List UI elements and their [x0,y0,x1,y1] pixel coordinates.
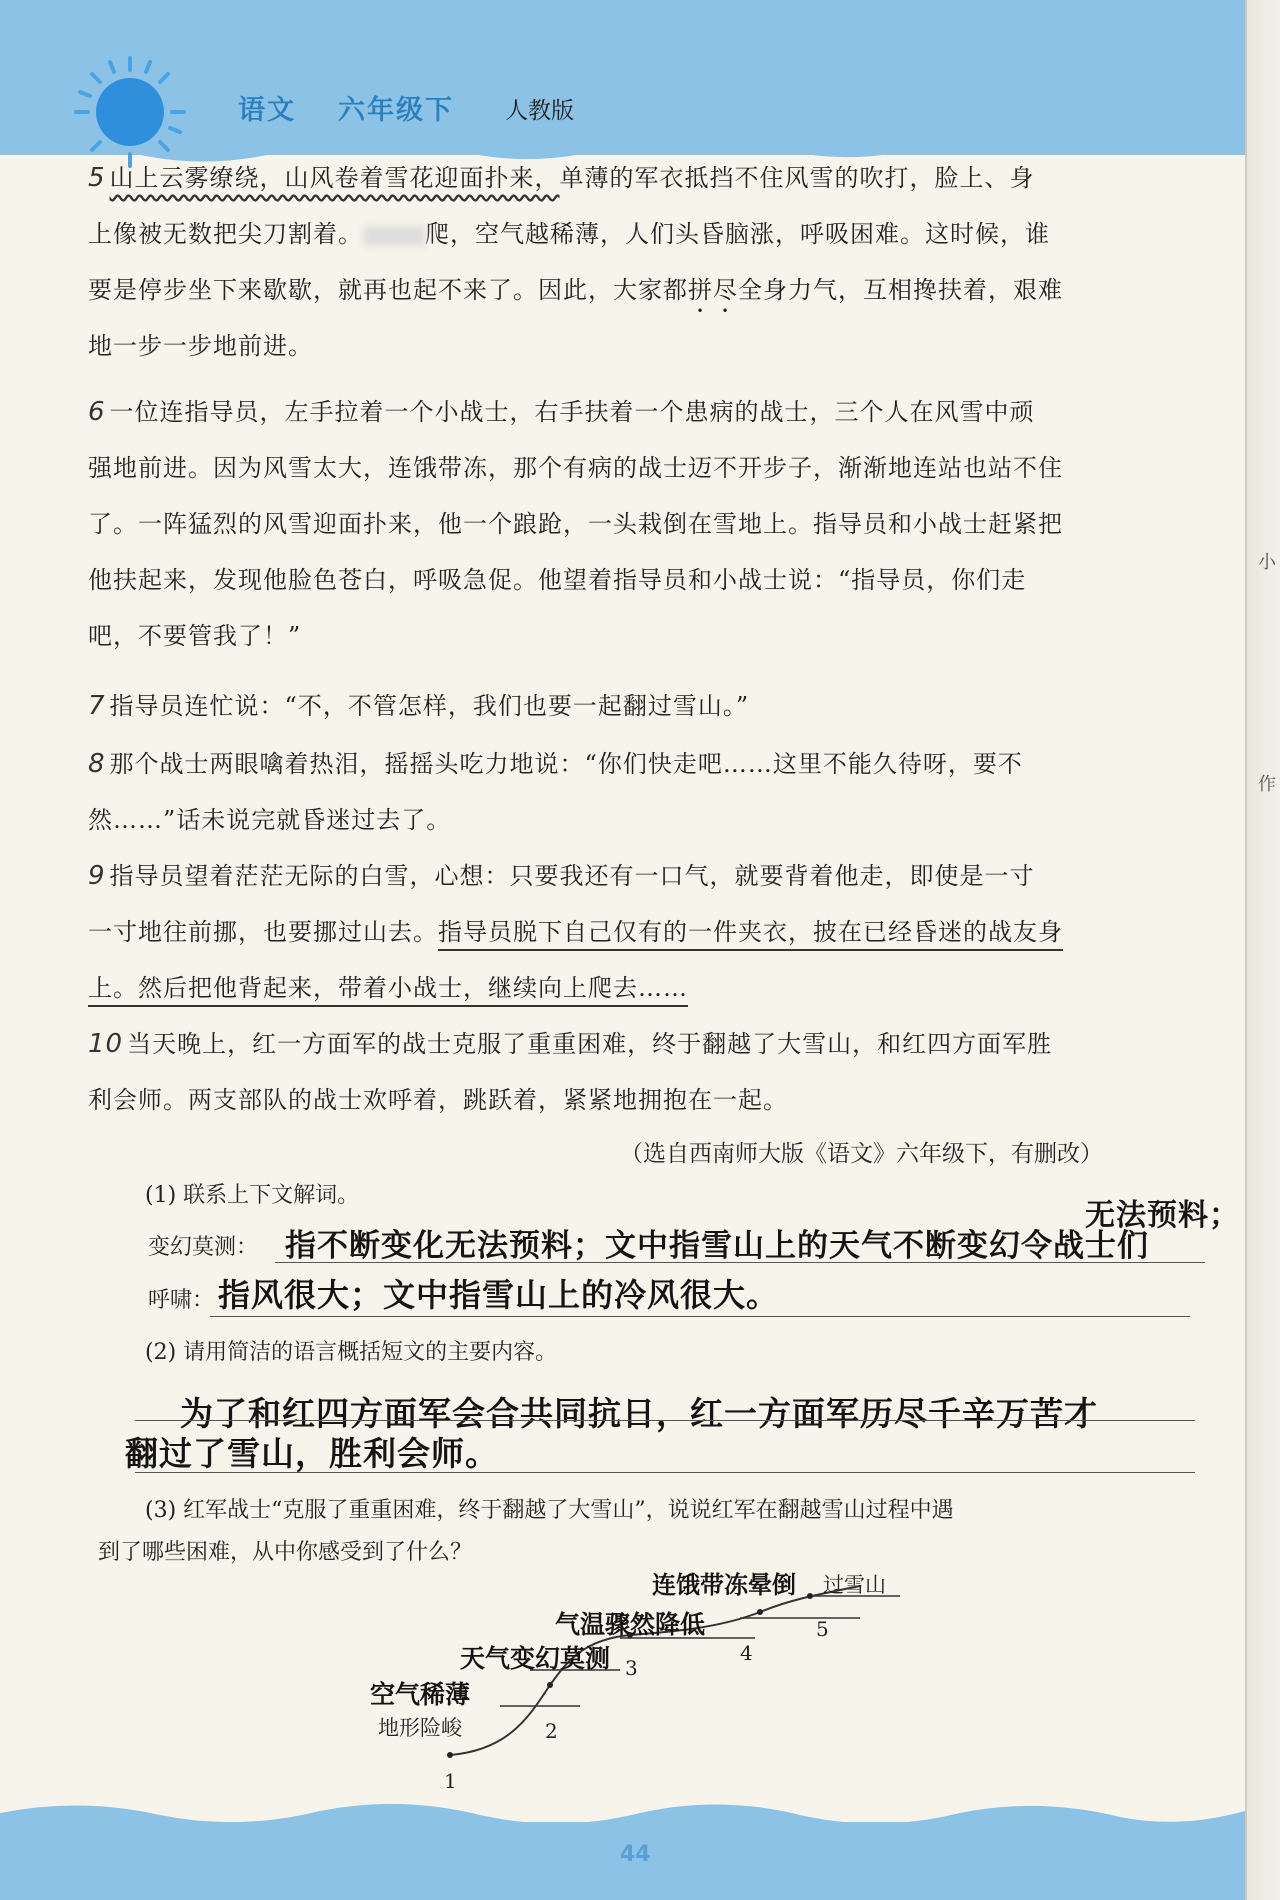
header-subject: 语文 [238,95,296,126]
handwritten-answer: 为了和红四方面军会合共同抗日，红一方面军历尽千辛万苦才 [180,1394,1098,1433]
handwritten-answer: 翻过了雪山，胜利会师。 [125,1434,499,1473]
difficulty-path-diagram [340,1500,960,1800]
step-label-handwritten: 气温骤然降低 [555,1610,706,1639]
answer-line [210,1316,1190,1317]
step-number: 5 [816,1617,829,1641]
underlined-sentence: 上。然后把他背起来，带着小战士，继续向上爬去…… [88,974,688,1002]
adjacent-page-fragment: 作 [1258,774,1276,795]
step-label-printed: 过雪山 [823,1573,886,1597]
handwritten-answer: 指风很大；文中指雪山上的冷风很大。 [218,1276,780,1314]
paragraph-number: 6 [88,397,106,427]
answer-line [275,1262,1205,1263]
term-label: 呼啸： [148,1288,215,1313]
blurred-text [363,226,425,246]
header-grade: 六年级下 [338,95,454,126]
paragraph-number: 5 [88,163,106,193]
wavy-underlined-sentence: 山上云雾缭绕，山风卷着雪花迎面扑来， [109,164,560,192]
adjacent-page-fragment: 小 [1258,552,1276,573]
step-marker [447,1752,453,1758]
step-label-printed: 地形险峻 [378,1716,462,1740]
answer-line [135,1420,1195,1421]
step-number: 3 [625,1656,638,1680]
term-label: 变幻莫测： [148,1235,259,1260]
step-number: 4 [740,1641,753,1665]
step-label-handwritten: 空气稀薄 [370,1680,471,1709]
underlined-sentence: 指导员脱下自己仅有的一件夹衣，披在已经昏迷的战友身 [438,918,1063,946]
question-3-prompt: (3) 红军战士“克服了重重困难，终于翻越了大雪山”，说说红军在翻越雪山过程中遇 [145,1498,954,1523]
question-1-prompt: (1) 联系上下文解词。 [145,1183,360,1208]
step-marker [807,1593,813,1599]
paragraph-number: 8 [88,749,106,779]
question-2-prompt: (2) 请用简洁的语言概括短文的主要内容。 [145,1340,558,1365]
adjacent-page-edge [1245,0,1280,1900]
paragraph-6: 6 一位连指导员，左手拉着一个小战士，右手扶着一个患病的战士，三个人在风雪中顽 强地前进。因为风雪太大，连饿带冻，那个有病的战士迈不开步子，渐渐地连站也站不住 了。一阵猛烈的风雪迎面扑来，他一个踉跄，一头栽倒在雪地上。指导员和小战士赶紧把 他扶起来，发现他脸色苍白，呼吸急促。他望着指导员和小战士说：“指导员，你们走 吧，不要管我了！” [88,397,1063,650]
paragraph-10: 10 当天晚上，红一方面军的战士克服了重重困难，终于翻越了大雪山，和红四方面军胜 利会师。两支部队的战士欢呼着，跳跃着，紧紧地拥抱在一起。 [88,1029,1053,1114]
handwritten-answer-continuation: 无法预料； [1085,1198,1240,1233]
paragraph-number: 9 [88,861,106,891]
answer-line [135,1472,1195,1473]
question-3-prompt-continued: 到了哪些困难，从中你感受到了什么？ [98,1540,473,1565]
paragraph-5: 5 山上云雾缭绕，山风卷着雪花迎面扑来，单薄的军衣抵挡不住风雪的吹打，脸上、身 上像被无数把尖刀割着。 爬，空气越稀薄，人们头昏脑涨，呼吸困难。这时候，谁 要是停步坐下来歇歇，就再也起不来了。因此，大家都拼尽全身力气，互相搀扶着，艰难 地一步一步地前进。 [88,163,1063,360]
paragraph-7: 7 指导员连忙说：“不，不管怎样，我们也要一起翻过雪山。” [88,691,750,721]
dotted-emphasis-words: 拼尽 [688,276,738,304]
step-number: 2 [545,1719,558,1743]
handwritten-answer: 指不断变化无法预料；文中指雪山上的天气不断变幻令战士们 [285,1228,1149,1264]
paragraph-number: 10 [88,1029,124,1059]
step-marker [547,1682,553,1688]
footer-wave-edge [0,1795,1245,1835]
step-marker [757,1609,763,1615]
source-citation: （选自西南师大版《语文》六年级下，有删改） [620,1141,1103,1167]
step-label-handwritten: 连饿带冻晕倒 [652,1571,796,1599]
header-edition: 人教版 [505,98,574,124]
step-number: 1 [444,1769,457,1793]
paragraph-number: 7 [88,691,106,721]
page-number: 44 [620,1842,651,1867]
paragraph-8: 8 那个战士两眼噙着热泪，摇摇头吃力地说：“你们快走吧……这里不能久待呀，要不 然……”话未说完就昏迷过去了。 [88,749,1023,834]
paragraph-9: 9 指导员望着茫茫无际的白雪，心想：只要我还有一口气，就要背着他走，即使是一寸 一寸地往前挪，也要挪过山去。指导员脱下自己仅有的一件夹衣，披在已经昏迷的战友身 上。然后把他背起来，带着小战士，继续向上爬去…… [88,861,1063,1002]
step-label-handwritten: 天气变幻莫测 [460,1644,611,1673]
